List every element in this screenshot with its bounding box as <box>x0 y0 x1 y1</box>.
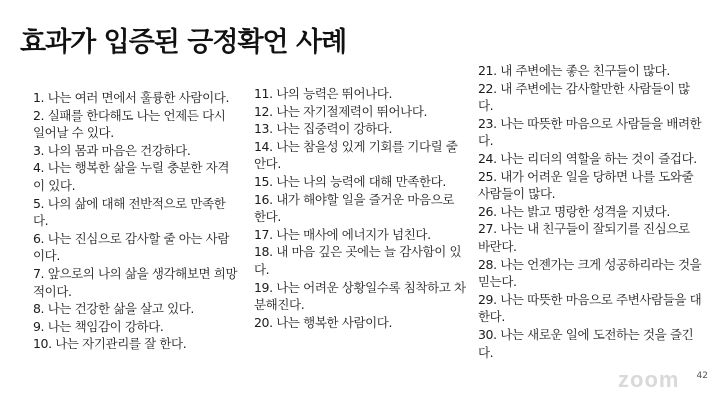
affirmation-item: 17. 나는 매사에 에너지가 넘친다. <box>254 226 431 242</box>
page-number: 42 <box>696 371 708 381</box>
affirmation-item: 16. 내가 해야할 일을 즐거운 마음으로 한다. <box>254 191 454 225</box>
affirmation-item: 7. 앞으로의 나의 삶을 생각해보면 희망적이다. <box>33 265 238 299</box>
slide-title: 효과가 입증된 긍정확언 사례 <box>20 27 347 58</box>
affirmation-item: 19. 나는 어려운 상황일수록 침착하고 차분해진다. <box>254 279 466 313</box>
affirmation-item: 4. 나는 행복한 삶을 누릴 충분한 자격이 있다. <box>33 160 230 193</box>
affirmation-item: 23. 나는 따뜻한 마음으로 사람들을 배려한다. <box>478 115 702 149</box>
affirmation-item: 29. 나는 따뜻한 마음으로 주변사람들을 대한다. <box>478 291 702 325</box>
affirmation-item: 9. 나는 책임감이 강하다. <box>33 318 164 334</box>
affirmation-item: 15. 나는 나의 능력에 대해 만족한다. <box>254 173 446 189</box>
affirmation-item: 24. 나는 리더의 역할을 하는 것이 즐겁다. <box>478 150 697 166</box>
affirmation-item: 12. 나는 자기절제력이 뛰어나다. <box>254 103 428 119</box>
affirmation-item: 1. 나는 여러 면에서 훌륭한 사람이다. <box>33 90 230 105</box>
affirmation-item: 25. 내가 어려운 일을 당하면 나를 도와줄 사람들이 많다. <box>478 168 694 202</box>
affirmation-item: 10. 나는 자기관리를 잘 한다. <box>33 336 187 352</box>
affirmation-item: 30. 나는 새로운 일에 도전하는 것을 즐긴다. <box>478 326 694 360</box>
affirmation-item: 3. 나의 몸과 마음은 건강하다. <box>33 142 191 158</box>
affirmation-item: 28. 나는 언젠가는 크게 성공하리라는 것을 믿는다. <box>478 256 702 290</box>
affirmation-item: 26. 나는 밝고 명랑한 성격을 지녔다. <box>478 203 670 219</box>
affirmation-item: 18. 내 마음 깊은 곳에는 늘 감사함이 있다. <box>254 244 462 277</box>
affirmation-item: 2. 실패를 한다해도 나는 언제든 다시 일어날 수 있다. <box>33 107 226 141</box>
affirmation-column-3 <box>478 62 703 361</box>
affirmation-item: 11. 나의 능력은 뛰어나다. <box>254 86 393 101</box>
zoom-watermark: zoom <box>618 367 680 392</box>
affirmation-item: 6. 나는 진심으로 감사할 줄 아는 사람이다. <box>33 230 230 264</box>
affirmation-item: 8. 나는 건강한 삶을 살고 있다. <box>33 301 194 317</box>
affirmation-item: 20. 나는 행복한 사람이다. <box>254 314 393 330</box>
affirmation-item: 13. 나는 집중력이 강하다. <box>254 121 393 137</box>
affirmation-item: 22. 내 주변에는 감사할만한 사람들이 많다. <box>478 80 690 114</box>
affirmation-item: 14. 나는 참을성 있게 기회를 기다릴 줄 안다. <box>254 138 458 172</box>
affirmation-column-2 <box>254 85 469 331</box>
affirmation-column-1 <box>33 89 238 353</box>
affirmation-item: 21. 내 주변에는 좋은 친구들이 많다. <box>478 63 670 78</box>
affirmation-item: 5. 나의 삶에 대해 전반적으로 만족한다. <box>33 195 226 229</box>
affirmation-item: 27. 나는 내 친구들이 잘되기를 진심으로 바란다. <box>478 221 690 254</box>
